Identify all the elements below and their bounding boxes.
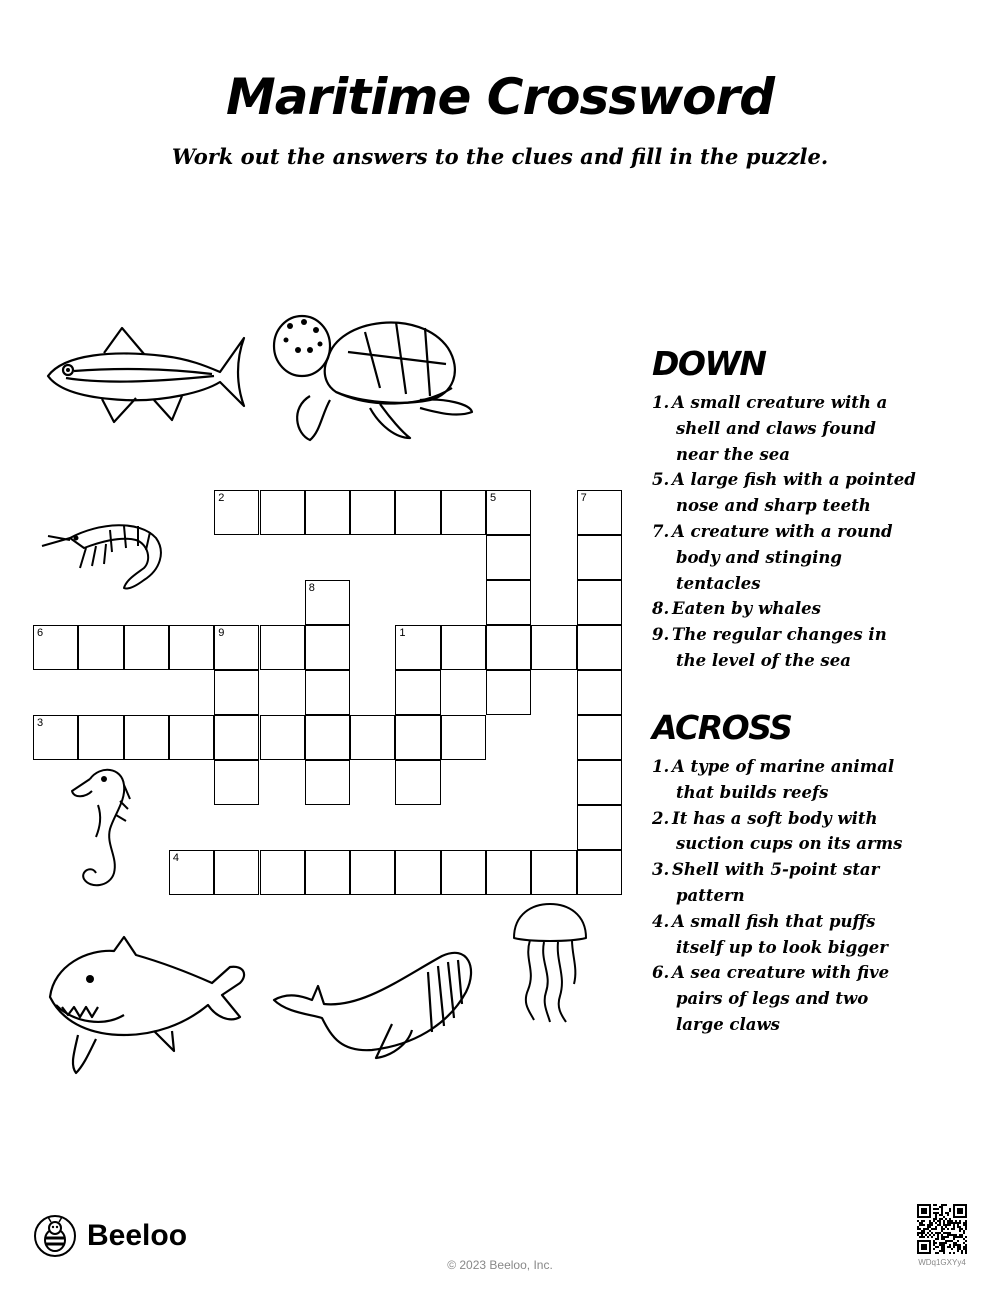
across-clue: 4. A small fish that puffs itself up to look bigger xyxy=(652,911,888,957)
across-clue-list xyxy=(652,754,992,1038)
crossword-cell[interactable] xyxy=(441,850,486,895)
crossword-cell[interactable] xyxy=(486,490,531,535)
crossword-cell[interactable] xyxy=(305,625,350,670)
crossword-cell[interactable] xyxy=(395,760,440,805)
crossword-cell[interactable] xyxy=(395,670,440,715)
crossword-cell[interactable] xyxy=(33,625,78,670)
cell-number: 4 xyxy=(172,852,180,864)
crossword-cell[interactable] xyxy=(305,670,350,715)
crossword-cell[interactable] xyxy=(486,580,531,625)
crossword-cell[interactable] xyxy=(486,625,531,670)
crossword-cell[interactable] xyxy=(78,715,123,760)
crossword-cell[interactable] xyxy=(124,625,169,670)
cell-number: 2 xyxy=(218,492,225,504)
crossword-cell[interactable] xyxy=(441,625,486,670)
turtle-icon xyxy=(270,308,475,443)
crossword-cell[interactable] xyxy=(260,715,305,760)
worksheet-code: WDq1GXYy4 xyxy=(918,1258,966,1267)
crossword-cell[interactable] xyxy=(214,760,259,805)
crossword-cell[interactable] xyxy=(577,760,622,805)
crossword-cell[interactable] xyxy=(260,625,305,670)
crossword-cell[interactable] xyxy=(441,715,486,760)
down-clue: 1. A small creature with a shell and claws found near the sea xyxy=(652,393,888,464)
cell-number: 5 xyxy=(490,492,497,504)
crossword-cell[interactable] xyxy=(305,850,350,895)
across-heading: ACROSS xyxy=(652,708,792,747)
shark-icon xyxy=(44,935,249,1080)
down-clue: 8. Eaten by whales xyxy=(652,599,821,619)
crossword-cell[interactable] xyxy=(124,715,169,760)
across-clue: 2. It has a soft body with suction cups on its arms xyxy=(652,808,903,854)
cell-number: 7 xyxy=(580,492,587,504)
crossword-cell[interactable] xyxy=(305,715,350,760)
crossword-cell[interactable] xyxy=(577,670,622,715)
crossword-cell[interactable] xyxy=(486,850,531,895)
across-clue: 1. A type of marine animal that builds reefs xyxy=(652,757,895,802)
bee-icon xyxy=(33,1214,77,1258)
crossword-cell[interactable] xyxy=(169,625,214,670)
crossword-cell[interactable] xyxy=(305,490,350,535)
crossword-cell[interactable] xyxy=(531,850,576,895)
brand-logo xyxy=(33,1214,187,1258)
crossword-cell[interactable] xyxy=(395,625,440,670)
crossword-cell[interactable] xyxy=(169,715,214,760)
crossword-cell[interactable] xyxy=(577,490,622,535)
crossword-cell[interactable] xyxy=(260,850,305,895)
down-clue: 9. The regular changes in the level of the sea xyxy=(652,625,887,670)
down-clue: 5. A large fish with a pointed nose and sharp teeth xyxy=(652,470,916,516)
crossword-cell[interactable] xyxy=(350,490,395,535)
cell-number: 8 xyxy=(308,582,315,594)
crossword-cell[interactable] xyxy=(395,715,440,760)
across-clues xyxy=(652,708,992,1038)
crossword-cell[interactable] xyxy=(577,715,622,760)
crossword-grid xyxy=(33,490,623,895)
crossword-cell[interactable] xyxy=(214,490,259,535)
crossword-cell[interactable] xyxy=(577,850,622,895)
crossword-cell[interactable] xyxy=(350,715,395,760)
brand-name: Beeloo xyxy=(87,1219,188,1252)
crossword-cell[interactable] xyxy=(531,625,576,670)
crossword-cell[interactable] xyxy=(577,805,622,850)
crossword-cell[interactable] xyxy=(169,850,214,895)
down-heading: DOWN xyxy=(652,344,766,383)
page-subtitle: Work out the answers to the clues and fill in the puzzle. xyxy=(171,144,829,169)
crossword-cell[interactable] xyxy=(305,760,350,805)
cell-number: 1 xyxy=(399,627,406,639)
qr-code-icon xyxy=(917,1204,967,1254)
cell-number: 9 xyxy=(218,627,225,639)
crossword-cell[interactable] xyxy=(486,535,531,580)
crossword-cell[interactable] xyxy=(33,715,78,760)
crossword-cell[interactable] xyxy=(214,670,259,715)
whale-icon xyxy=(272,948,477,1063)
crossword-cell[interactable] xyxy=(577,535,622,580)
cell-number: 6 xyxy=(37,627,44,639)
across-clue: 3. Shell with 5-point star pattern xyxy=(652,860,880,905)
down-clue: 7. A creature with a round body and stinging tentacles xyxy=(652,521,893,593)
crossword-cell[interactable] xyxy=(395,490,440,535)
crossword-cell[interactable] xyxy=(350,850,395,895)
crossword-cell[interactable] xyxy=(395,850,440,895)
down-clue-list xyxy=(652,390,992,674)
crossword-cell[interactable] xyxy=(441,490,486,535)
page-title: Maritime Crossword xyxy=(226,68,774,126)
crossword-cell[interactable] xyxy=(305,580,350,625)
jellyfish-icon xyxy=(510,900,590,1025)
tuna-icon xyxy=(44,326,249,426)
crossword-cell[interactable] xyxy=(214,850,259,895)
crossword-cell[interactable] xyxy=(486,670,531,715)
down-clues xyxy=(652,344,992,674)
crossword-cell[interactable] xyxy=(214,625,259,670)
crossword-cell[interactable] xyxy=(577,580,622,625)
crossword-cell[interactable] xyxy=(260,490,305,535)
across-clue: 6. A sea creature with five pairs of legs and two large claws xyxy=(652,963,890,1034)
copyright: © 2023 Beeloo, Inc. xyxy=(447,1258,553,1272)
crossword-cell[interactable] xyxy=(577,625,622,670)
crossword-cell[interactable] xyxy=(78,625,123,670)
cell-number: 3 xyxy=(37,717,44,729)
crossword-cell[interactable] xyxy=(214,715,259,760)
